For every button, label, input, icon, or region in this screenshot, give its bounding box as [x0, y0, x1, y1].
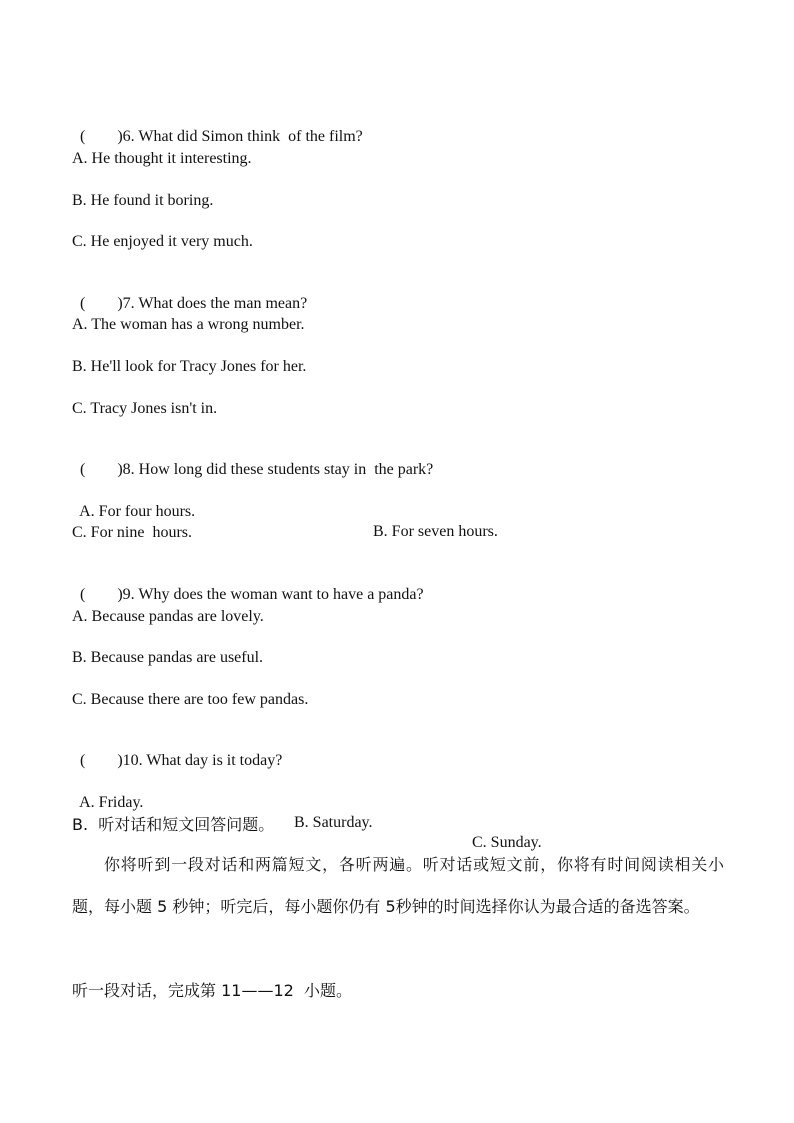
question-10-stem [72, 731, 282, 771]
question-9-option-c: C. Because there are too few pandas. [72, 691, 309, 708]
answer-blank: ( ) [80, 128, 123, 145]
question-7-option-c: C. Tracy Jones isn't in. [72, 400, 218, 417]
section-b-sub-instruction: 听一段对话，完成第 11——12 小题。 [72, 981, 352, 1000]
question-9-option-a: A. Because pandas are lovely. [72, 608, 264, 625]
question-text: 8. How long did these students stay in the park? [122, 461, 434, 478]
answer-blank: ( ) [80, 586, 123, 603]
question-text: 10. What day is it today? [122, 752, 283, 769]
question-10-option-b: B. Saturday. [294, 814, 373, 831]
answer-blank: ( ) [80, 752, 123, 769]
section-b-heading: B. 听对话和短文回答问题。 [72, 815, 275, 834]
question-6-stem [72, 107, 363, 147]
question-10-option-c: C. Sunday. [472, 834, 542, 851]
question-6-option-b: B. He found it boring. [72, 192, 214, 209]
question-6-option-a: A. He thought it interesting. [72, 150, 252, 167]
question-6-option-c: C. He enjoyed it very much. [72, 233, 253, 250]
question-text: 9. Why does the woman want to have a panda? [122, 586, 424, 603]
question-text: 6. What did Simon think of the film? [122, 128, 363, 145]
answer-blank: ( ) [80, 295, 123, 312]
question-9-stem [72, 565, 424, 605]
section-b-instructions: 你将听到一段对话和两篇短文，各听两遍。听对话或短文前，你将有时间阅读相关小题，每小题 5 秒钟；听完后，每小题你仍有 5秒钟的时间选择你认为最合适的备选答案。 [72, 855, 724, 916]
question-7-option-b: B. He'll look for Tracy Jones for her. [72, 358, 307, 375]
question-7-stem [72, 274, 307, 314]
question-8-option-b: B. For seven hours. [373, 523, 498, 540]
answer-blank: ( ) [80, 461, 123, 478]
question-8-option-a: A. For four hours. [79, 503, 196, 520]
question-8-stem [72, 440, 433, 480]
question-10-option-a: A. Friday. [79, 794, 144, 811]
question-9-option-b: B. Because pandas are useful. [72, 649, 264, 666]
question-text: 7. What does the man mean? [122, 295, 308, 312]
question-7-option-a: A. The woman has a wrong number. [72, 316, 305, 333]
question-8-option-c: C. For nine hours. [72, 524, 192, 541]
question-10-options-row [72, 773, 732, 853]
